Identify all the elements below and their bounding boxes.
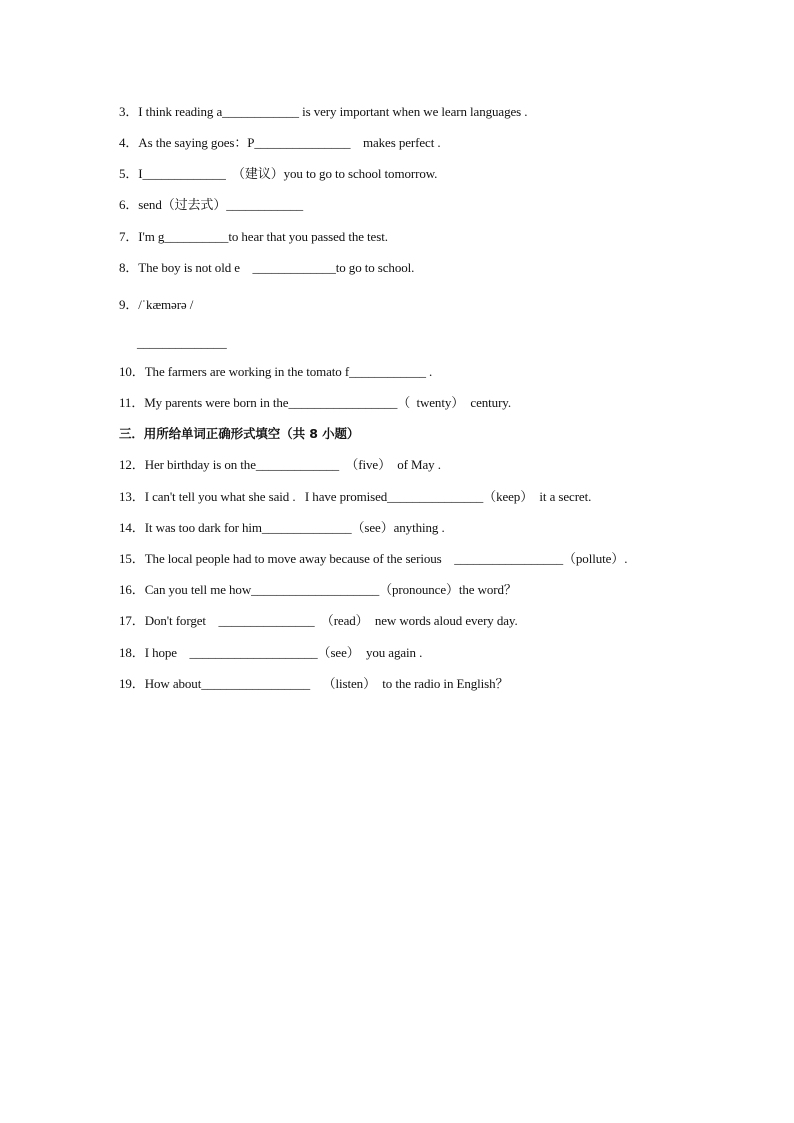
question-8: 8．The boy is not old e _____________to go to school. [119, 260, 415, 275]
question-14: 14．It was too dark for him______________（see）anything . [119, 520, 445, 535]
question-15: 15．The local people had to move away because of the serious _________________（pollute）. [119, 551, 628, 566]
question-18: 18．I hope ____________________（see） you again . [119, 645, 423, 660]
question-7: 7．I'm g__________to hear that you passed the test. [119, 229, 388, 244]
question-5: 5．I_____________ （建议）you to go to school tomorrow. [119, 166, 438, 181]
question-12: 12．Her birthday is on the_____________ （five） of May . [119, 457, 441, 472]
question-4: 4．As the saying goes：P_______________ makes perfect . [119, 135, 441, 150]
question-10: 10．The farmers are working in the tomato f____________ . [119, 364, 433, 379]
question-3: 3．I think reading a____________ is very important when we learn languages . [119, 104, 528, 119]
question-13: 13．I can't tell you what she said . I have promised_______________（keep） it a secret. [119, 489, 592, 504]
question-17: 17．Don't forget _______________ （read） new words aloud every day. [119, 613, 518, 628]
question-16: 16．Can you tell me how____________________（pronounce）the word？ [119, 582, 517, 597]
question-9: 9．/ˈkæmərə / [119, 297, 194, 312]
question-9-blank: ______________ [137, 335, 227, 350]
question-11: 11．My parents were born in the_________________（ twenty） century. [119, 395, 512, 410]
question-6: 6．send（过去式）____________ [119, 197, 304, 212]
question-19: 19．How about_________________ （listen） to the radio in English？ [119, 676, 509, 691]
section-heading: 三．用所给单词正确形式填空（共 8 小题） [119, 426, 360, 441]
